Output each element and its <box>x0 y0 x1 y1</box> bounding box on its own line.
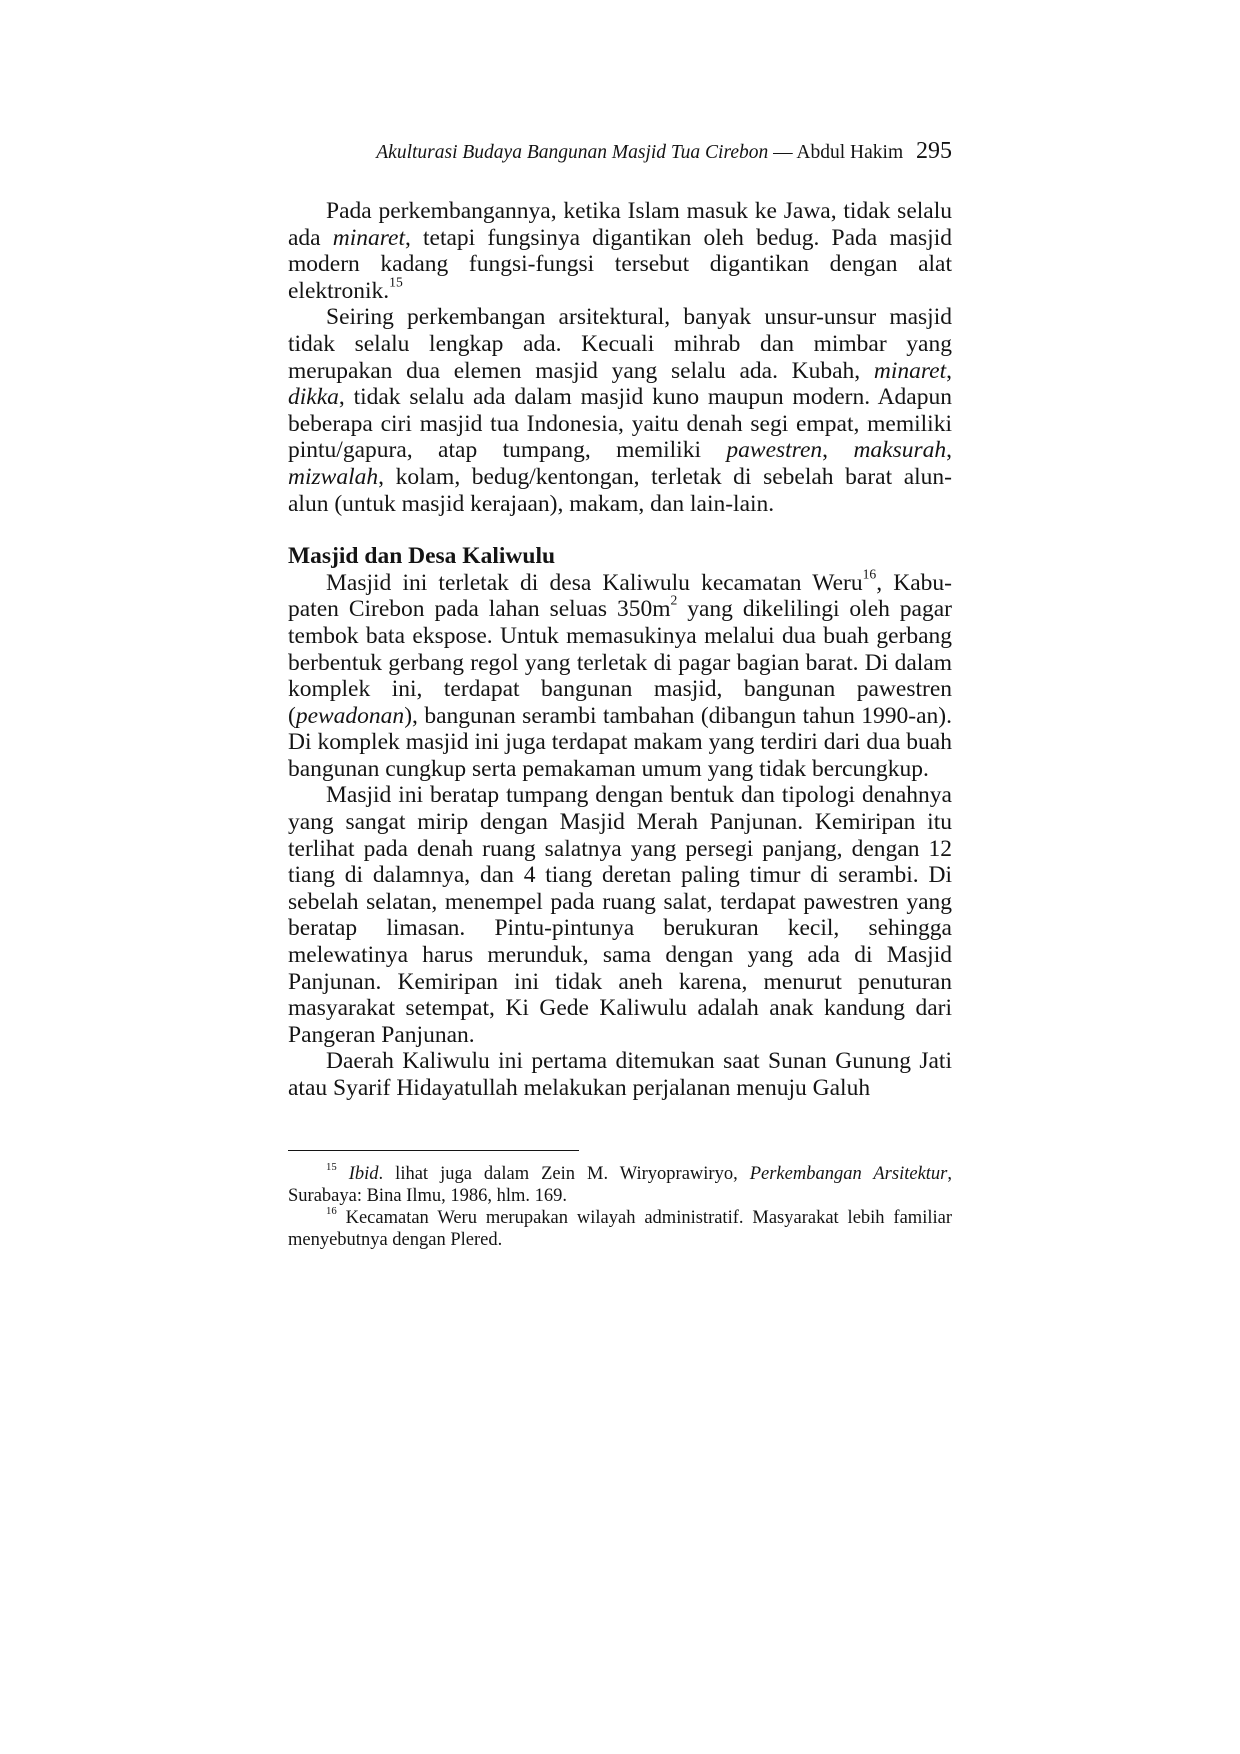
footnote-number: 16 <box>326 1204 337 1217</box>
italic-term: Ibid <box>348 1164 379 1184</box>
section-heading: Masjid dan Desa Kaliwulu <box>288 543 556 570</box>
text-span: . lihat juga dalam Zein M. Wiryoprawiryo, <box>378 1164 750 1184</box>
text-span: , Kabupaten Cirebon pada lahan seluas 350m <box>288 569 952 623</box>
running-title: Akulturasi Budaya Bangunan Masjid Tua Cirebon <box>376 142 769 163</box>
body-text <box>288 198 952 1102</box>
text-span: , kolam, bedug/kentongan, terletak di sebelah barat alun-alun (untuk masjid kerajaan), makam, dan lain-lain. <box>288 463 952 517</box>
italic-term: maksurah <box>853 437 947 464</box>
text-span: , tidak selalu ada dalam masjid kuno maupun modern. Adapun beberapa ciri masjid tua Indonesia, yaitu denah segi empat, memiliki pintu/gapura, atap tumpang, memiliki <box>288 384 952 464</box>
footnote-15 <box>288 1160 952 1207</box>
footnote-ref-15[interactable]: 15 <box>389 274 403 290</box>
text-span: , tetapi fungsinya digantikan oleh bedug. Pada masjid modern kadang fungsi-fungsi tersebut digantikan dengan alat elektronik. <box>288 224 952 304</box>
footnote-number: 15 <box>326 1160 337 1173</box>
header-author: — Abdul Hakim <box>773 142 904 163</box>
page-number: 295 <box>916 138 952 164</box>
italic-term: pewadonan <box>295 702 405 729</box>
italic-term: mizwalah <box>288 463 379 490</box>
paragraph-3 <box>288 566 952 783</box>
paragraph-5: Daerah Kaliwulu ini pertama ditemukan saat Sunan Gunung Jati atau Syarif Hidayatullah melakukan perjalanan menuju Galuh <box>288 1048 952 1101</box>
italic-term: dikka <box>288 384 339 411</box>
italic-term: pawestren <box>726 437 823 464</box>
paragraph-4: Masjid ini beratap tumpang dengan bentuk dan tipologi denahnya yang sangat mirip dengan Masjid Merah Panjunan. Kemiripan itu terlihat pada denah ruang salatnya yang persegi panjang, dengan 12 tiang di dalamnya, dan 4 tiang deretan paling timur di serambi. Di sebelah selatan, menempel pada ruang salat, terdapat pawestren yang beratap limasan. Pintu-pintunya berukuran kecil, sehingga melewatinya harus merunduk, sama dengan yang ada di Masjid Panjunan. Kemiripan ini tidak aneh karena, menurut penuturan masyarakat setempat, Ki Gede Kaliwulu adalah anak kandung dari Pangeran Panjunan. <box>288 782 952 1048</box>
italic-term: minaret <box>332 224 405 251</box>
text-span: Masjid ini terletak di desa Kaliwulu kecamatan Weru <box>326 569 863 596</box>
book-title: Perkembangan Arsitektur <box>749 1164 948 1184</box>
text-span: , Surabaya: Bina Ilmu, 1986, hlm. 169. <box>288 1164 952 1206</box>
running-header <box>288 136 952 168</box>
superscript-2: 2 <box>670 592 678 608</box>
text-span: , <box>822 437 854 464</box>
italic-term: minaret <box>873 357 947 384</box>
paragraph-1 <box>288 198 952 304</box>
text-span: yang dikelilingi oleh pagar tembok bata ekspose. Untuk memasukinya melalui dua buah gerbang berbentuk gerbang regol yang terletak di pagar bagian barat. Di dalam komplek ini, terdapat bangunan masjid, bangunan pawestren ( <box>288 596 952 729</box>
text-span: ), bangunan serambi tambahan (dibangun tahun 1990-an). Di komplek masjid ini juga terdapat makam yang terdiri dari dua buah bangunan cungkup serta pemakaman umum yang tidak bercungkup. <box>288 702 952 782</box>
text-span: Seiring perkembangan arsitektural, banyak unsur-unsur masjid tidak selalu lengkap ada. Kecuali mihrab dan mimbar yang merupakan dua elemen masjid yang selalu ada. Kubah, <box>288 304 952 384</box>
text-span: Pada perkembangannya, ketika Islam masuk ke Jawa, tidak selalu ada <box>288 198 952 251</box>
text-span: Kecamatan Weru merupakan wilayah administratif. Masyarakat lebih familiar menyebutnya dengan Plered. <box>288 1208 952 1250</box>
footnote-ref-16[interactable]: 16 <box>862 566 877 582</box>
text-span: , <box>946 357 952 384</box>
paragraph-2 <box>288 304 952 517</box>
footnote-divider <box>288 1150 579 1151</box>
footnotes <box>288 1160 952 1251</box>
text-span: , <box>946 437 953 464</box>
footnote-16 <box>288 1204 952 1251</box>
